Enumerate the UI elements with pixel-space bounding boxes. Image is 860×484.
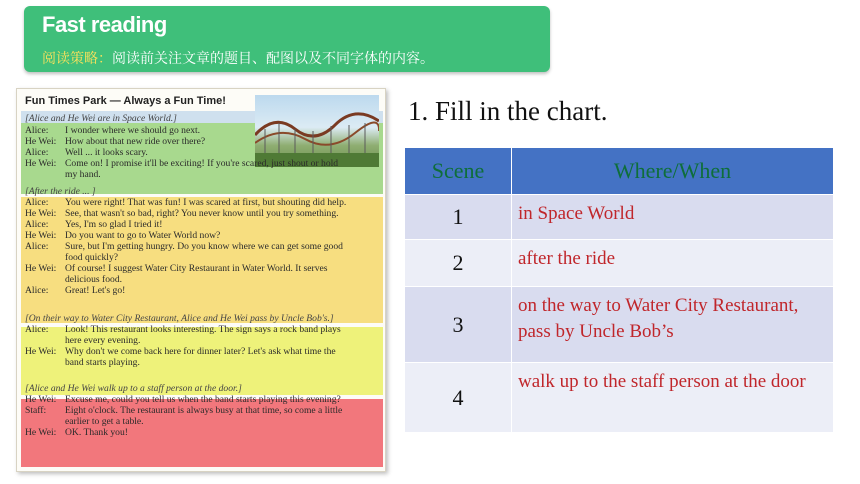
reading-strategy bbox=[42, 48, 434, 68]
dialogue-line bbox=[25, 241, 343, 252]
line-text: How about that new ride over there? bbox=[65, 136, 206, 147]
table-row bbox=[405, 363, 834, 433]
line-text: earlier to get a table. bbox=[65, 416, 144, 427]
speaker-name: He Wei: bbox=[25, 394, 57, 405]
dialogue-line bbox=[25, 394, 341, 405]
line-text: Sure, but I'm getting hungry. Do you know where we can get some good bbox=[65, 241, 343, 252]
speaker-name: Alice: bbox=[25, 147, 49, 158]
dialogue-line bbox=[25, 197, 346, 208]
scene-description bbox=[25, 383, 242, 394]
speaker-name: Alice: bbox=[25, 324, 49, 335]
line-text: OK. Thank you! bbox=[65, 427, 128, 438]
line-text: [On their way to Water City Restaurant, Alice and He Wei pass by Uncle Bob's.] bbox=[25, 313, 334, 324]
line-text: I wonder where we should go next. bbox=[65, 125, 201, 136]
line-text: Come on! I promise it'll be exciting! If you're scared, just shout or hold bbox=[65, 158, 339, 169]
dialogue-line bbox=[25, 416, 144, 427]
speaker-name: He Wei: bbox=[25, 346, 57, 357]
line-text: Why don't we come back here for dinner later? Let's ask what time the bbox=[65, 346, 336, 357]
speaker-name: He Wei: bbox=[25, 208, 57, 219]
speaker-name: He Wei: bbox=[25, 230, 57, 241]
passage-title: Fun Times Park — Always a Fun Time! bbox=[25, 95, 226, 107]
line-text: Excuse me, could you tell us when the band starts playing this evening? bbox=[65, 394, 341, 405]
line-text: delicious food. bbox=[65, 274, 123, 285]
scene-description bbox=[25, 113, 177, 124]
line-text: You were right! That was fun! I was scared at first, but shouting did help. bbox=[65, 197, 347, 208]
dialogue-line bbox=[25, 263, 328, 274]
where-when-cell: in Space World bbox=[512, 195, 834, 240]
dialogue-line bbox=[25, 219, 162, 230]
table-row bbox=[405, 287, 834, 363]
line-text: See, that wasn't so bad, right? You never know until you try something. bbox=[65, 208, 339, 219]
speaker-name: He Wei: bbox=[25, 136, 57, 147]
fast-reading-banner bbox=[24, 6, 550, 72]
dialogue-line bbox=[25, 427, 128, 438]
line-text: [Alice and He Wei are in Space World.] bbox=[25, 113, 177, 124]
scene-description bbox=[25, 313, 334, 324]
reading-passage bbox=[16, 88, 386, 472]
line-text: Eight o'clock. The restaurant is always busy at that time, so come a little bbox=[65, 405, 343, 416]
dialogue-line bbox=[25, 158, 338, 169]
line-text: [After the ride ... ] bbox=[25, 186, 96, 197]
line-text: Yes, I'm so glad I tried it! bbox=[65, 219, 163, 230]
speaker-name: Alice: bbox=[25, 285, 49, 296]
line-text: Look! This restaurant looks interesting. The sign says a rock band plays bbox=[65, 324, 341, 335]
dialogue-line bbox=[25, 274, 122, 285]
where-when-cell: walk up to the staff person at the door bbox=[512, 363, 834, 433]
scene-number: 3 bbox=[405, 287, 512, 363]
line-text: Great! Let's go! bbox=[65, 285, 126, 296]
line-text: food quickly? bbox=[65, 252, 119, 263]
scene-number: 1 bbox=[405, 195, 512, 240]
speaker-name: He Wei: bbox=[25, 158, 57, 169]
speaker-name: Alice: bbox=[25, 219, 49, 230]
dialogue-line bbox=[25, 335, 140, 346]
scene-number: 2 bbox=[405, 240, 512, 287]
dialogue-line bbox=[25, 405, 342, 416]
table-row bbox=[405, 195, 834, 240]
dialogue-line bbox=[25, 357, 140, 368]
speaker-name: He Wei: bbox=[25, 263, 57, 274]
line-text: [Alice and He Wei walk up to a staff person at the door.] bbox=[25, 383, 242, 394]
scene-chart bbox=[404, 147, 834, 433]
dialogue-line bbox=[25, 208, 339, 219]
dialogue-line bbox=[25, 252, 118, 263]
dialogue-line bbox=[25, 285, 125, 296]
strategy-text: 阅读前关注文章的题目、配图以及不同字体的内容。 bbox=[112, 51, 434, 67]
scene-description bbox=[25, 186, 96, 197]
dialogue-line bbox=[25, 136, 205, 147]
header-where-when: Where/When bbox=[512, 148, 834, 195]
scene-number: 4 bbox=[405, 363, 512, 433]
speaker-name: Alice: bbox=[25, 197, 49, 208]
where-when-cell: on the way to Water City Restaurant, pass by Uncle Bob’s bbox=[512, 287, 834, 363]
task-instruction: 1. Fill in the chart. bbox=[408, 96, 608, 126]
header-scene: Scene bbox=[405, 148, 512, 195]
line-text: Well ... it looks scary. bbox=[65, 147, 148, 158]
strategy-label: 阅读策略： bbox=[42, 51, 112, 67]
chart-header-row bbox=[405, 148, 834, 195]
line-text: here every evening. bbox=[65, 335, 141, 346]
dialogue-line bbox=[25, 125, 200, 136]
speaker-name: Alice: bbox=[25, 241, 49, 252]
speaker-name: He Wei: bbox=[25, 427, 57, 438]
banner-title: Fast reading bbox=[42, 12, 167, 37]
line-text: Do you want to go to Water World now? bbox=[65, 230, 221, 241]
dialogue-line bbox=[25, 147, 148, 158]
line-text: Of course! I suggest Water City Restaurant in Water World. It serves bbox=[65, 263, 328, 274]
table-row bbox=[405, 240, 834, 287]
dialogue-line bbox=[25, 324, 341, 335]
dialogue-line bbox=[25, 230, 220, 241]
where-when-cell: after the ride bbox=[512, 240, 834, 287]
roller-coaster-photo bbox=[255, 95, 379, 167]
speaker-name: Alice: bbox=[25, 125, 49, 136]
line-text: band starts playing. bbox=[65, 357, 140, 368]
dialogue-line bbox=[25, 346, 336, 357]
speaker-name: Staff: bbox=[25, 405, 47, 416]
line-text: my hand. bbox=[65, 169, 101, 180]
dialogue-line bbox=[25, 169, 101, 180]
